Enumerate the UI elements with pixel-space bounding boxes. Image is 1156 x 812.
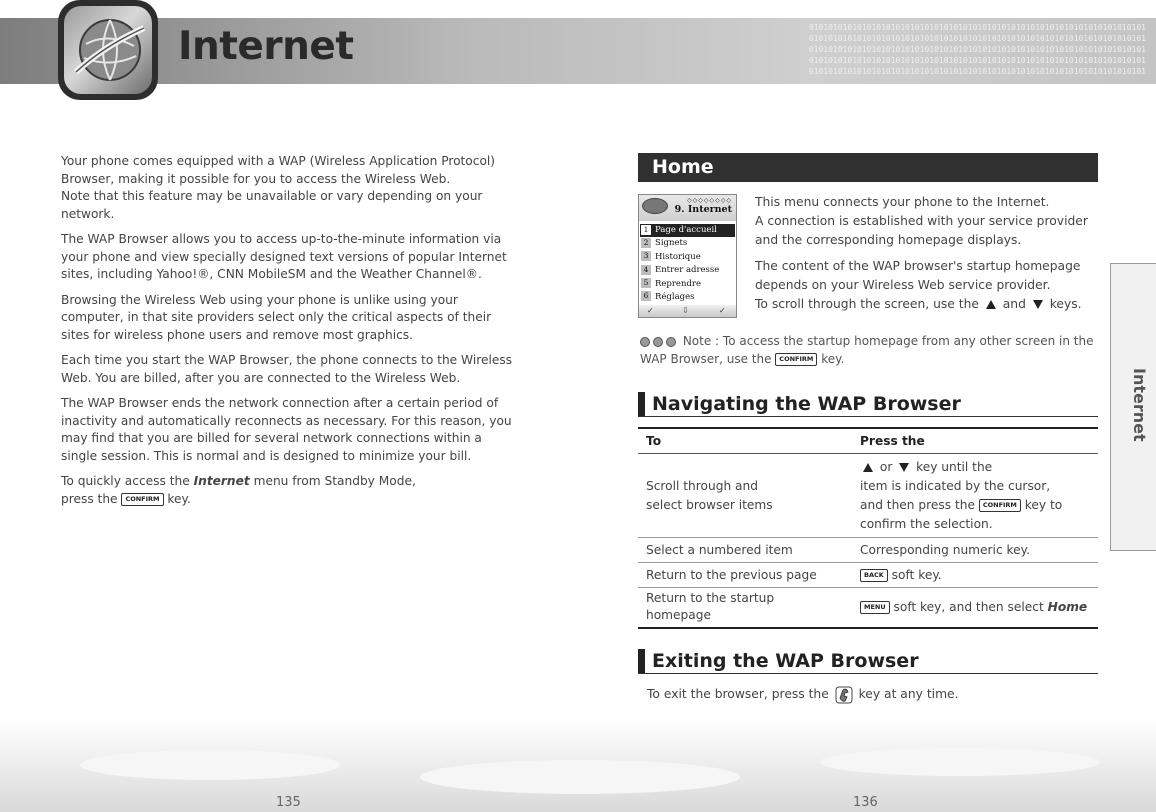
column-header-to: To bbox=[638, 428, 852, 454]
paragraph: This menu connects your phone to the Internet. A connection is established with your service provider and the corresponding homepage displays. bbox=[755, 195, 1088, 247]
text: and then press the bbox=[860, 497, 979, 512]
note-text: Note : To access the startup homepage from any other screen in the WAP Browser, use the bbox=[640, 334, 1094, 366]
up-key-icon bbox=[986, 300, 996, 309]
home-option: Home bbox=[1047, 599, 1088, 614]
chapter-tab-label: Internet bbox=[1130, 368, 1149, 442]
note-bullet-icon bbox=[653, 337, 663, 347]
home-heading: Home bbox=[652, 156, 714, 178]
table-cell bbox=[852, 563, 1098, 588]
end-key-icon bbox=[833, 684, 855, 706]
text: The content of the WAP browser's startup homepage depends on your Wireless Web service provider. bbox=[755, 259, 1081, 292]
footer-clouds bbox=[0, 720, 1156, 812]
item-label: Entrer adresse bbox=[655, 265, 720, 276]
down-key-icon bbox=[899, 463, 909, 472]
exiting-heading-bar bbox=[638, 649, 1098, 674]
phone-softkey-bar bbox=[639, 305, 736, 317]
text: key. bbox=[163, 491, 191, 506]
item-label: Signets bbox=[655, 238, 688, 249]
home-heading-bar bbox=[638, 153, 1098, 182]
navigation-table bbox=[638, 427, 1098, 629]
back-key-icon: BACK bbox=[860, 569, 888, 582]
item-number: 4 bbox=[641, 265, 651, 275]
up-key-icon bbox=[863, 463, 873, 472]
text: menu from Standby Mode, bbox=[249, 474, 416, 488]
paragraph bbox=[755, 257, 1100, 314]
text: key to bbox=[1020, 497, 1063, 512]
note bbox=[640, 332, 1100, 368]
table-cell: Select a numbered item bbox=[638, 538, 852, 563]
text: key until the bbox=[912, 459, 993, 474]
paragraph: Each time you start the WAP Browser, the phone connects to the Wireless Web. You are billed, after you are connected to the Wireless Web. bbox=[61, 353, 513, 385]
exit-instruction bbox=[647, 683, 959, 706]
item-number: 3 bbox=[641, 251, 651, 261]
table-row bbox=[638, 563, 1098, 588]
phone-menu-item[interactable] bbox=[640, 251, 735, 264]
text: key. bbox=[817, 352, 845, 366]
text: key at any time. bbox=[854, 687, 959, 701]
confirm-key-icon: CONFIRM bbox=[979, 499, 1021, 512]
text: or bbox=[876, 459, 897, 474]
phone-menu-item[interactable] bbox=[640, 291, 735, 304]
home-description bbox=[755, 193, 1100, 314]
item-label: Reprendre bbox=[655, 278, 701, 289]
intro-paragraph: Your phone comes equipped with a WAP (Wireless Application Protocol) Browser, making it possible for you to access the Wireless Web. Note that this feature may be unavailable or vary depending on your network. bbox=[61, 154, 496, 221]
softkey-left-icon[interactable]: ✓ bbox=[647, 306, 654, 315]
softkey-right-icon[interactable]: ✓ bbox=[719, 306, 726, 315]
table-cell: Return to the previous page bbox=[638, 563, 852, 588]
globe-icon bbox=[642, 198, 668, 214]
quick-access-paragraph bbox=[61, 473, 521, 508]
text: To exit the browser, press the bbox=[647, 687, 833, 701]
softkey-center-icon[interactable]: ⇩ bbox=[682, 306, 689, 315]
phone-menu-item[interactable] bbox=[640, 237, 735, 250]
table-cell bbox=[852, 588, 1098, 628]
down-key-icon bbox=[1033, 300, 1043, 309]
navigating-heading-bar bbox=[638, 392, 1098, 417]
item-label: Page d'accueil bbox=[655, 225, 717, 235]
phone-menu-item[interactable] bbox=[640, 278, 735, 291]
note-bullet-icon bbox=[640, 337, 650, 347]
column-header-press: Press the bbox=[852, 428, 1098, 454]
exiting-heading: Exiting the WAP Browser bbox=[652, 650, 919, 672]
paragraph: Browsing the Wireless Web using your phone is unlike using your computer, in that site providers select only the critical aspects of their sites for wireless phone users and remove most graphics. bbox=[61, 292, 492, 342]
text: To scroll through the screen, use the bbox=[755, 297, 983, 311]
phone-menu-item[interactable] bbox=[640, 224, 735, 237]
text: confirm the selection. bbox=[860, 516, 993, 531]
item-label: Réglages bbox=[655, 291, 695, 302]
table-row bbox=[638, 538, 1098, 563]
table-cell: Return to the startup homepage bbox=[638, 588, 852, 628]
confirm-key-icon: CONFIRM bbox=[775, 353, 817, 366]
item-number: 5 bbox=[641, 278, 651, 288]
text: keys. bbox=[1045, 297, 1082, 311]
navigating-heading: Navigating the WAP Browser bbox=[652, 393, 961, 415]
item-number: 1 bbox=[641, 225, 651, 235]
phone-menu-item[interactable] bbox=[640, 264, 735, 277]
menu-name: Internet bbox=[193, 474, 250, 488]
text: item is indicated by the cursor, bbox=[860, 478, 1051, 493]
text: press the bbox=[61, 491, 122, 506]
phone-screen bbox=[638, 194, 737, 318]
text: To quickly access the bbox=[61, 474, 194, 488]
signal-icon: ◇◇◇◇◇◇◇◇ bbox=[687, 197, 732, 204]
page-number-right: 136 bbox=[853, 795, 878, 810]
phone-title-bar bbox=[639, 195, 736, 221]
text: soft key. bbox=[887, 567, 942, 582]
paragraph: The WAP Browser ends the network connection after a certain period of inactivity and automatically reconnects as necessary. For this reason, you may find that you are billed for several network connections within a single session. This is normal and is designed to minimize your bill. bbox=[61, 396, 512, 463]
phone-menu-list bbox=[640, 224, 735, 304]
table-cell bbox=[852, 454, 1098, 538]
page-header bbox=[0, 0, 1156, 100]
table-row bbox=[638, 588, 1098, 628]
menu-key-icon: MENU bbox=[860, 601, 890, 614]
chapter-tab bbox=[1110, 263, 1156, 551]
binary-decoration: 0101010101010101010101010101010101010101010101010101010101010101010101 0101010101010101010101010101010101010101010101010101010101010101010101 0101010101010101010101010101010101010101010101010101010101010101010101 0101010101010101010101010101010101010101010101010101010101010101010101 0101010101010101010101010101010101010101010101010101010101010101010101 bbox=[808, 23, 1146, 76]
paragraph: The WAP Browser allows you to access up-to-the-minute information via your phone and view specially designed text versions of popular Internet sites, including Yahoo!®, CNN MobileSM and the Weather Channel®. bbox=[61, 232, 507, 281]
confirm-key-icon: CONFIRM bbox=[121, 493, 163, 506]
page-number-left: 135 bbox=[276, 795, 301, 810]
note-bullet-icon bbox=[666, 337, 676, 347]
item-number: 2 bbox=[641, 238, 651, 248]
left-page-body bbox=[61, 153, 521, 516]
phone-screen-title: 9. Internet bbox=[674, 204, 732, 215]
item-number: 6 bbox=[641, 291, 651, 301]
table-header-row bbox=[638, 428, 1098, 454]
item-label: Historique bbox=[655, 251, 701, 262]
table-cell: Scroll through and select browser items bbox=[638, 454, 852, 538]
table-row bbox=[638, 454, 1098, 538]
text: soft key, and then select bbox=[889, 599, 1048, 614]
page-title: Internet bbox=[178, 24, 354, 69]
table-cell: Corresponding numeric key. bbox=[852, 538, 1098, 563]
text: and bbox=[998, 297, 1030, 311]
internet-globe-icon bbox=[58, 0, 158, 100]
